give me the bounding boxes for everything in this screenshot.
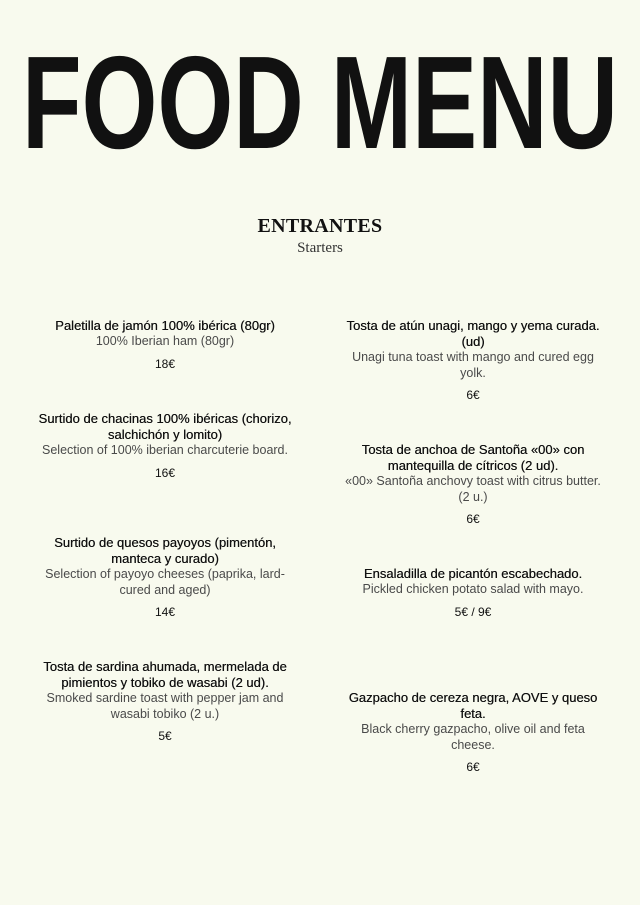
menu-item-description: Selection of payoyo cheeses (paprika, lard-cured and aged) [45, 567, 285, 597]
menu-item-name: Gazpacho de cereza negra, AOVE y queso feta. [348, 690, 598, 721]
menu-item-description: 100% Iberian ham (80gr) [95, 334, 235, 348]
menu-item [338, 318, 608, 402]
menu-item-description: Smoked sardine toast with pepper jam and wasabi tobiko (2 u.) [46, 691, 284, 721]
menu-item-price: 6€ [466, 760, 480, 774]
menu-item-name: Tosta de sardina ahumada, mermelada de pimientos y tobiko de wasabi (2 ud). [43, 659, 287, 690]
menu-item-description: Selection of 100% iberian charcuterie board. [42, 443, 288, 457]
menu-item [30, 535, 300, 619]
menu-item [30, 318, 300, 371]
menu-item [338, 690, 608, 774]
menu-item-price: 14€ [154, 605, 176, 619]
menu-item-description: Black cherry gazpacho, olive oil and feta cheese. [361, 722, 585, 752]
section-subtitle: Starters [297, 240, 343, 256]
section-title: ENTRANTES [257, 215, 383, 237]
page-title [0, 0, 640, 160]
menu-item-description: «00» Santoña anchovy toast with citrus butter. (2 u.) [345, 474, 601, 504]
menu-item-price: 6€ [466, 388, 480, 402]
section-heading [0, 214, 640, 258]
menu-item [338, 442, 608, 526]
menu-item [338, 566, 608, 619]
menu-item-description: Unagi tuna toast with mango and cured egg yolk. [352, 350, 594, 380]
menu-item-description: Pickled chicken potato salad with mayo. [362, 582, 584, 596]
menu-item [30, 411, 300, 480]
menu-item-name: Paletilla de jamón 100% ibérica (80gr) [55, 318, 275, 333]
menu-item-name: Tosta de atún unagi, mango y yema curada. (ud) [346, 318, 600, 349]
menu-item [30, 659, 300, 743]
menu-item-name: Surtido de quesos payoyos (pimentón, manteca y curado) [54, 535, 276, 566]
page-title-graphic [0, 0, 640, 160]
menu-item-price: 6€ [466, 512, 480, 526]
menu-item-name: Ensaladilla de picantón escabechado. [363, 566, 583, 581]
menu-item-name: Surtido de chacinas 100% ibéricas (chorizo, salchichón y lomito) [38, 411, 292, 442]
menu-item-price: 5€ / 9€ [454, 604, 492, 619]
menu-item-name: Tosta de anchoa de Santoña «00» con mantequilla de cítricos (2 ud). [361, 442, 585, 473]
menu-item-price: 5€ [158, 729, 172, 743]
menu-item-price: 18€ [154, 356, 176, 371]
menu-item-price: 16€ [154, 465, 176, 480]
page-title-text: FOOD MENU [22, 29, 618, 160]
